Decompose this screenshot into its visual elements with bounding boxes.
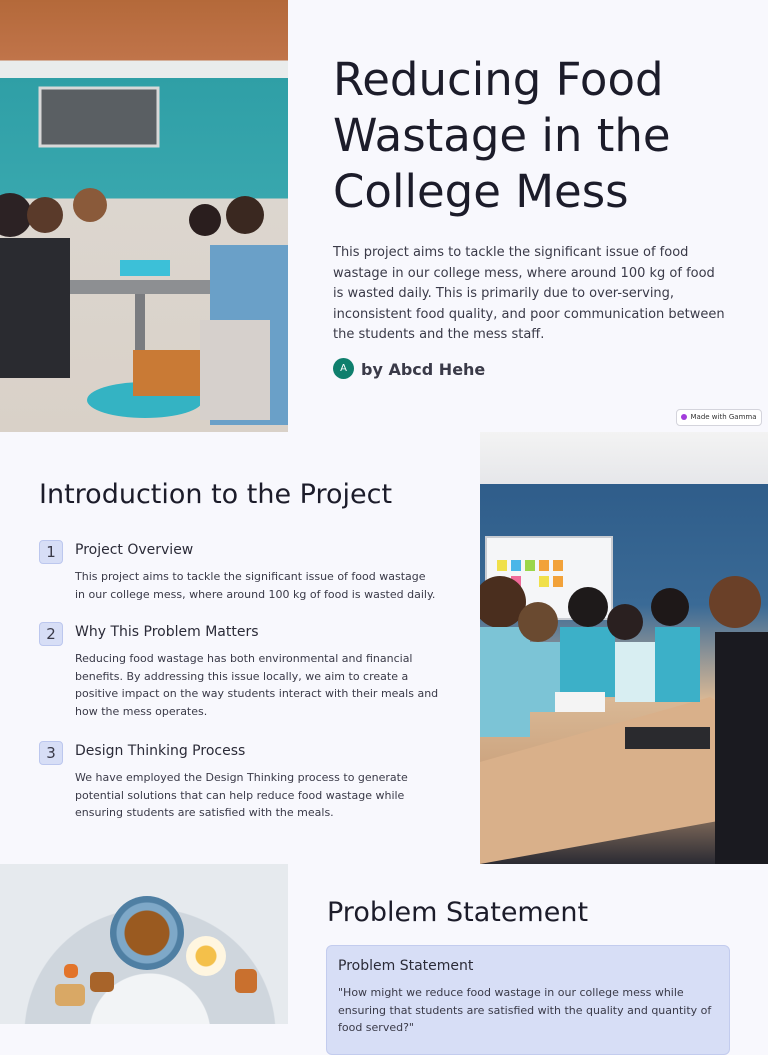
intro-title: Introduction to the Project (39, 479, 393, 510)
problem-title: Problem Statement (327, 897, 589, 928)
problem-statement-card (326, 945, 730, 1055)
hero-description: This project aims to tackle the significant issue of food wastage in our college mess, where around 100 kg of food is wasted daily. This is primarily due to over-serving, inconsistent food quality, and poor communication between the students and the mess staff. (333, 245, 725, 342)
step-number-badge: 1 (39, 540, 63, 564)
food-plate-image (0, 864, 288, 1024)
bowl (110, 896, 184, 970)
gamma-logo-icon (681, 414, 687, 420)
author-avatar: A (333, 358, 354, 379)
step-description: We have employed the Design Thinking process to generate potential solutions that can help reduce food wastage while ensuring students are satisfied with the meals. (75, 771, 408, 820)
step-number-badge: 3 (39, 741, 63, 765)
problem-card-title: Problem Statement (338, 958, 474, 974)
page-title: Reducing Food Wastage in the College Mess (333, 53, 671, 218)
step-description: Reducing food wastage has both environmental and financial benefits. By addressing this issue locally, we aim to create a positive impact on the way students interact with their meals and how the mess operates. (75, 652, 439, 718)
step-title: Project Overview (75, 542, 194, 558)
cafeteria-students-image (0, 0, 288, 432)
cafeteria-illustration (0, 0, 288, 432)
students-meeting-image (480, 432, 768, 864)
students-illustration (480, 432, 768, 864)
problem-card-text: "How might we reduce food wastage in our college mess while ensuring that students are satisfied with the quality and quantity of food served?" (338, 986, 712, 1035)
step-number-badge: 2 (39, 622, 63, 646)
egg (186, 936, 226, 976)
step-description: This project aims to tackle the significant issue of food wastage in our college mess, where around 100 kg of food is wasted daily. (75, 570, 436, 601)
author-name: by Abcd Hehe (361, 360, 486, 379)
step-title: Why This Problem Matters (75, 624, 259, 640)
badge-label: Made with Gamma (690, 413, 757, 421)
made-with-gamma-badge[interactable] (676, 409, 762, 426)
step-title: Design Thinking Process (75, 743, 246, 759)
